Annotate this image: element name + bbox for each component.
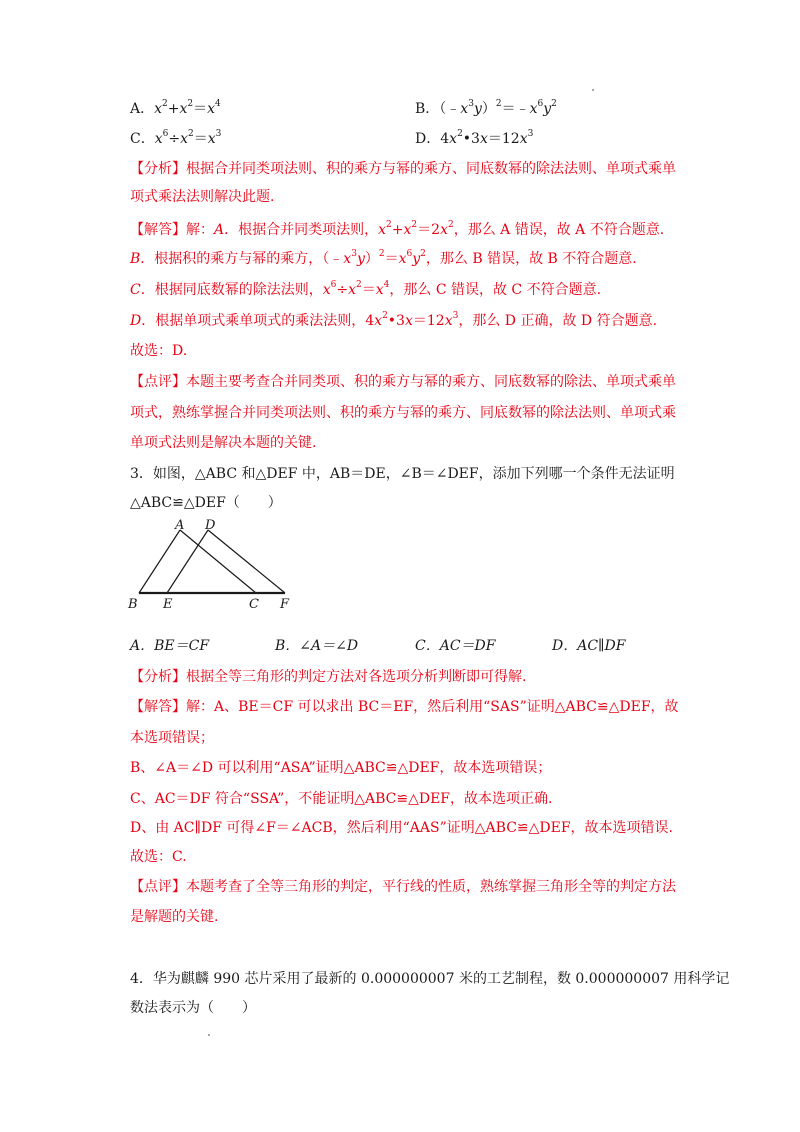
q2-option-c: C．$x^6\div x^2=x^3$ (130, 129, 222, 147)
q3-option-c: C．AC＝DF (415, 638, 496, 654)
q2-option-a: A．$x^2+x^2=x^4$ (130, 99, 221, 117)
q2-answer-d: D．根据单项式乘单项式的乘法法则，$4x^2•3x=12x^3$，那么 D 正确，故 D 符合题意. (130, 311, 658, 329)
label-a: A (175, 518, 185, 533)
segment-ac (180, 530, 256, 593)
q3-answer-c: C、AC＝DF 符合“SSA”，不能证明△ABC≌△DEF，故本选项正确. (130, 791, 553, 807)
label-e: E (163, 597, 173, 612)
q3-stem-cont: △ABC≌△DEF（ ） (130, 495, 282, 511)
q2-comment-1: 【点评】本题主要考查合并同类项、积的乘方与幂的乘方、同底数幂的除法、单项式乘单 (130, 374, 676, 390)
q2-analysis-cont: 项式乘法法则解决此题. (130, 189, 275, 205)
scan-dot (592, 89, 594, 91)
q2-choice: 故选：D. (130, 343, 188, 359)
q3-analysis: 【分析】根据全等三角形的判定方法对各选项分析判断即可得解. (130, 669, 527, 685)
label-d: D (205, 518, 216, 533)
q2-option-d: D．$4x^2•3x=12x^3$ (415, 129, 534, 147)
q2-comment-2: 项式，熟练掌握合并同类项法则、积的乘方与幂的乘方、同底数幂的除法法则、单项式乘 (130, 405, 676, 421)
label-c: C (249, 597, 259, 612)
label-b: B (128, 597, 138, 612)
q4-stem-cont: 数法表示为（ ） (130, 1000, 256, 1016)
q3-triangle-figure (125, 518, 305, 618)
q3-answer-b: B、∠A＝∠D 可以利用“ASA”证明△ABC≌△DEF，故本选项错误； (130, 760, 552, 776)
q2-analysis: 【分析】根据合并同类项法则、积的乘方与幂的乘方、同底数幂的除法法则、单项式乘单 (130, 161, 676, 177)
q2-comment-3: 单项式法则是解决本题的关键. (130, 435, 317, 451)
segment-df (208, 530, 285, 593)
q3-choice: 故选：C. (130, 849, 187, 865)
q3-comment-1: 【点评】本题考查了全等三角形的判定，平行线的性质，熟练掌握三角形全等的判定方法 (130, 879, 676, 895)
q3-answer-a: 【解答】解：A、BE＝CF 可以求出 BC＝EF，然后利用“SAS”证明△ABC≌△DEF，故 (130, 699, 679, 715)
q3-answer-a-cont: 本选项错误； (130, 730, 214, 746)
label-f: F (280, 597, 290, 612)
q2-option-b: B．$(﹣x^3y)^2=﹣x^6y^2$ (415, 99, 557, 117)
q3-stem: 3．如图，△ABC 和△DEF 中，AB＝DE，∠B＝∠DEF，添加下列哪一个条件无法证明 (130, 466, 675, 482)
q3-answer-d: D、由 AC∥DF 可得∠F＝∠ACB，然后利用“AAS”证明△ABC≌△DEF，故本选项错误. (130, 820, 674, 836)
q2-answer-b: B．根据积的乘方与幂的乘方，$(﹣x^3y)^2=x^6y^2$，那么 B 错误，故 B 不符合题意. (130, 249, 637, 267)
scan-dot-2 (208, 1034, 210, 1036)
q3-option-b: B．∠A＝∠D (275, 638, 359, 654)
q2-answer-a: 【解答】解：A．根据合并同类项法则，$x^2+x^2=2x^2$，那么 A 错误，故 A 不符合题意. (130, 220, 665, 238)
q2-answer-c: C．根据同底数幂的除法法则，$x^6\div x^2=x^4$，那么 C 错误，故 C 不符合题意. (130, 280, 602, 298)
q4-stem: 4．华为麒麟 990 芯片采用了最新的 0.000000007 米的工艺制程，数 0.000000007 用科学记 (130, 971, 730, 987)
q3-comment-2: 是解题的关键. (130, 909, 219, 925)
q3-option-d: D．AC∥DF (552, 638, 626, 654)
q3-option-a: A．BE＝CF (130, 638, 210, 654)
